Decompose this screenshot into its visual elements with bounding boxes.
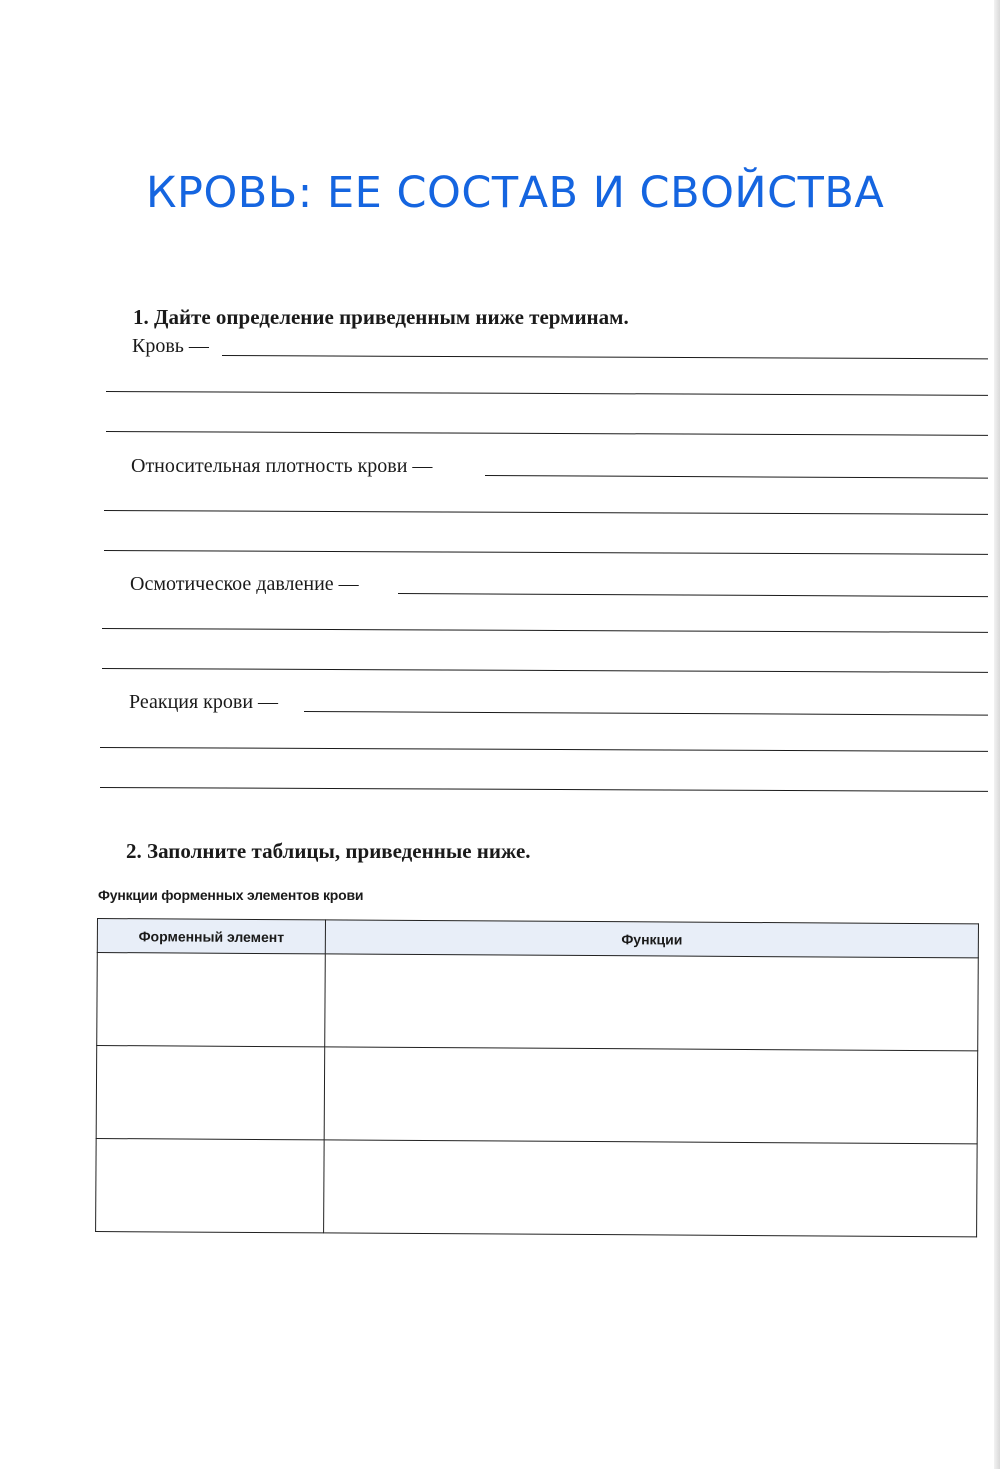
table-row [96,1138,978,1236]
answer-line[interactable] [106,391,988,396]
answer-line[interactable] [304,711,988,716]
element-cell[interactable] [97,953,326,1047]
answer-line[interactable] [222,355,988,359]
term-label-osmotic-pressure: Осмотическое давление — [130,573,359,595]
task-1-heading: 1. Дайте определение приведенным ниже терминам. [133,305,629,329]
page-title: КРОВЬ: ЕЕ СОСТАВ И СВОЙСТВА [146,168,885,218]
page-edge [994,0,1000,1469]
functions-cell[interactable] [324,1047,978,1144]
functions-cell[interactable] [325,954,979,1051]
answer-line[interactable] [106,431,988,436]
table-row [96,1046,978,1144]
answer-line[interactable] [485,475,988,479]
table-header-row [97,919,978,958]
functions-cell[interactable] [324,1140,978,1237]
column-header-functions: Функции [325,920,978,958]
functions-table [95,918,979,1237]
answer-line[interactable] [102,668,988,673]
table-row [97,953,979,1051]
answer-line[interactable] [102,628,988,633]
answer-line[interactable] [398,593,988,597]
column-header-element: Форменный элемент [97,919,325,954]
term-label-density: Относительная плотность крови — [131,455,433,477]
element-cell[interactable] [96,1138,325,1232]
term-label-blood: Кровь — [132,335,209,357]
table-caption: Функции форменных элементов крови [98,887,364,903]
element-cell[interactable] [96,1046,325,1140]
answer-line[interactable] [100,747,988,752]
term-label-blood-reaction: Реакция крови — [129,691,279,713]
answer-line[interactable] [104,510,988,515]
task-2-heading: 2. Заполните таблицы, приведенные ниже. [126,839,531,863]
answer-line[interactable] [104,550,988,555]
answer-line[interactable] [100,787,988,792]
